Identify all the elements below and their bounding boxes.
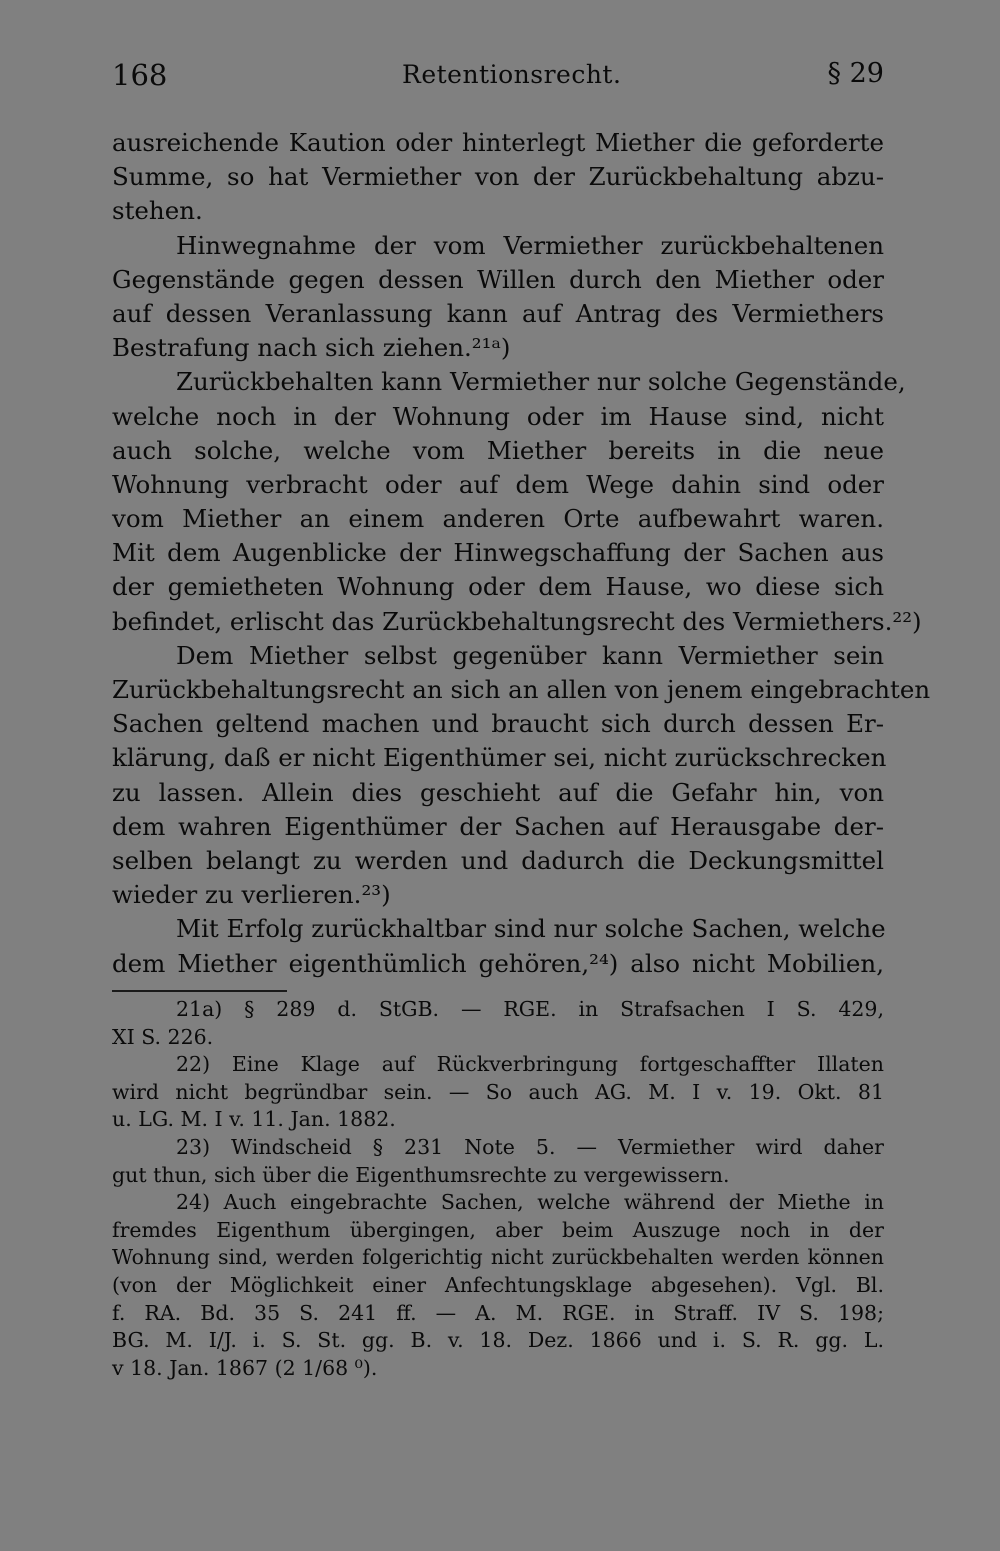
text-line: Gegenstände gegen dessen Willen durch den Miether oder <box>112 264 884 294</box>
footnote-line: wird nicht begründbar sein. — So auch AG. M. I v. 19. Okt. 81 <box>112 1079 884 1104</box>
text-line: Dem Miether selbst gegenüber kann Vermiether sein <box>176 640 884 670</box>
text-line: Mit dem Augenblicke der Hinwegschaffung der Sachen aus <box>112 538 884 568</box>
footnote-line: 24) Auch eingebrachte Sachen, welche während der Miethe in <box>176 1190 884 1215</box>
text-line: auch solche, welche vom Miether bereits in die neue <box>112 435 884 465</box>
text-line: Zurückbehaltungsrecht an sich an allen von jenem eingebrachten <box>112 675 931 704</box>
footnote-line: v 18. Jan. 1867 (2 1/68 ⁰). <box>112 1355 378 1380</box>
text-line: befindet, erlischt das Zurückbehaltungsrecht des Vermiethers.²²) <box>112 606 922 636</box>
text-line: klärung, daß er nicht Eigenthümer sei, nicht zurückschrecken <box>112 743 887 773</box>
text-line: wieder zu verlieren.²³) <box>112 880 391 910</box>
footnote-line: gut thun, sich über die Eigenthumsrechte zu vergewissern. <box>112 1162 730 1187</box>
footnote-line: 22) Eine Klage auf Rückverbringung fortgeschaffter Illaten <box>176 1052 884 1077</box>
text-line: Mit Erfolg zurückhaltbar sind nur solche Sachen, welche <box>176 914 886 944</box>
footnote-line: 23) Windscheid § 231 Note 5. — Vermiether wird daher <box>176 1134 884 1159</box>
text-line: selben belangt zu werden und dadurch die Deckungsmittel <box>112 845 884 875</box>
text-line: welche noch in der Wohnung oder im Hause sind, nicht <box>112 401 884 431</box>
text-line: Summe, so hat Vermiether von der Zurückbehaltung abzu- <box>112 162 884 192</box>
footnote-line: XI S. 226. <box>112 1024 214 1049</box>
text-line: zu lassen. Allein dies geschieht auf die Gefahr hin, von <box>112 777 884 807</box>
footnote-line: f. RA. Bd. 35 S. 241 ff. — A. M. RGE. in Straff. IV S. 198; <box>112 1300 884 1325</box>
footnote-line: u. LG. M. I v. 11. Jan. 1882. <box>112 1107 396 1132</box>
text-line: ausreichende Kaution oder hinterlegt Miether die geforderte <box>112 128 884 157</box>
page-number: 168 <box>112 58 168 92</box>
text-line: stehen. <box>112 196 203 226</box>
text-line: Zurückbehalten kann Vermiether nur solche Gegenstände, <box>176 367 906 397</box>
running-title: Retentionsrecht. <box>402 60 622 89</box>
text-line: dem wahren Eigenthümer der Sachen auf Herausgabe der- <box>112 811 884 841</box>
footnote-separator <box>112 990 287 992</box>
footnote-line: Wohnung sind, werden folgerichtig nicht zurückbehalten werden können <box>112 1245 884 1270</box>
footnotes <box>112 996 884 1382</box>
body-text <box>112 126 931 981</box>
footnote-line: fremdes Eigenthum übergingen, aber beim Auszuge noch in der <box>112 1217 884 1242</box>
text-line: der gemietheten Wohnung oder dem Hause, wo diese sich <box>112 572 884 602</box>
text-line: Hinwegnahme der vom Vermiether zurückbehaltenen <box>176 230 884 260</box>
section-number: § 29 <box>827 58 884 89</box>
text-line: Bestrafung nach sich ziehen.²¹ᵃ) <box>112 333 511 363</box>
text-line: dem Miether eigenthümlich gehören,²⁴) also nicht Mobilien, <box>112 948 884 978</box>
footnote-line: 21a) § 289 d. StGB. — RGE. in Strafsachen I S. 429, <box>176 997 884 1021</box>
footnote-line: BG. M. I/J. i. S. St. gg. B. v. 18. Dez. 1866 und i. S. R. gg. L. <box>112 1328 884 1353</box>
page-header <box>112 56 884 100</box>
footnote-line: (von der Möglichkeit einer Anfechtungsklage abgesehen). Vgl. Bl. <box>112 1272 884 1297</box>
text-line: vom Miether an einem anderen Orte aufbewahrt waren. <box>112 504 884 534</box>
text-line: Sachen geltend machen und braucht sich durch dessen Er- <box>112 709 884 739</box>
text-line: auf dessen Veranlassung kann auf Antrag des Vermiethers <box>112 298 884 328</box>
text-line: Wohnung verbracht oder auf dem Wege dahin sind oder <box>112 469 884 499</box>
